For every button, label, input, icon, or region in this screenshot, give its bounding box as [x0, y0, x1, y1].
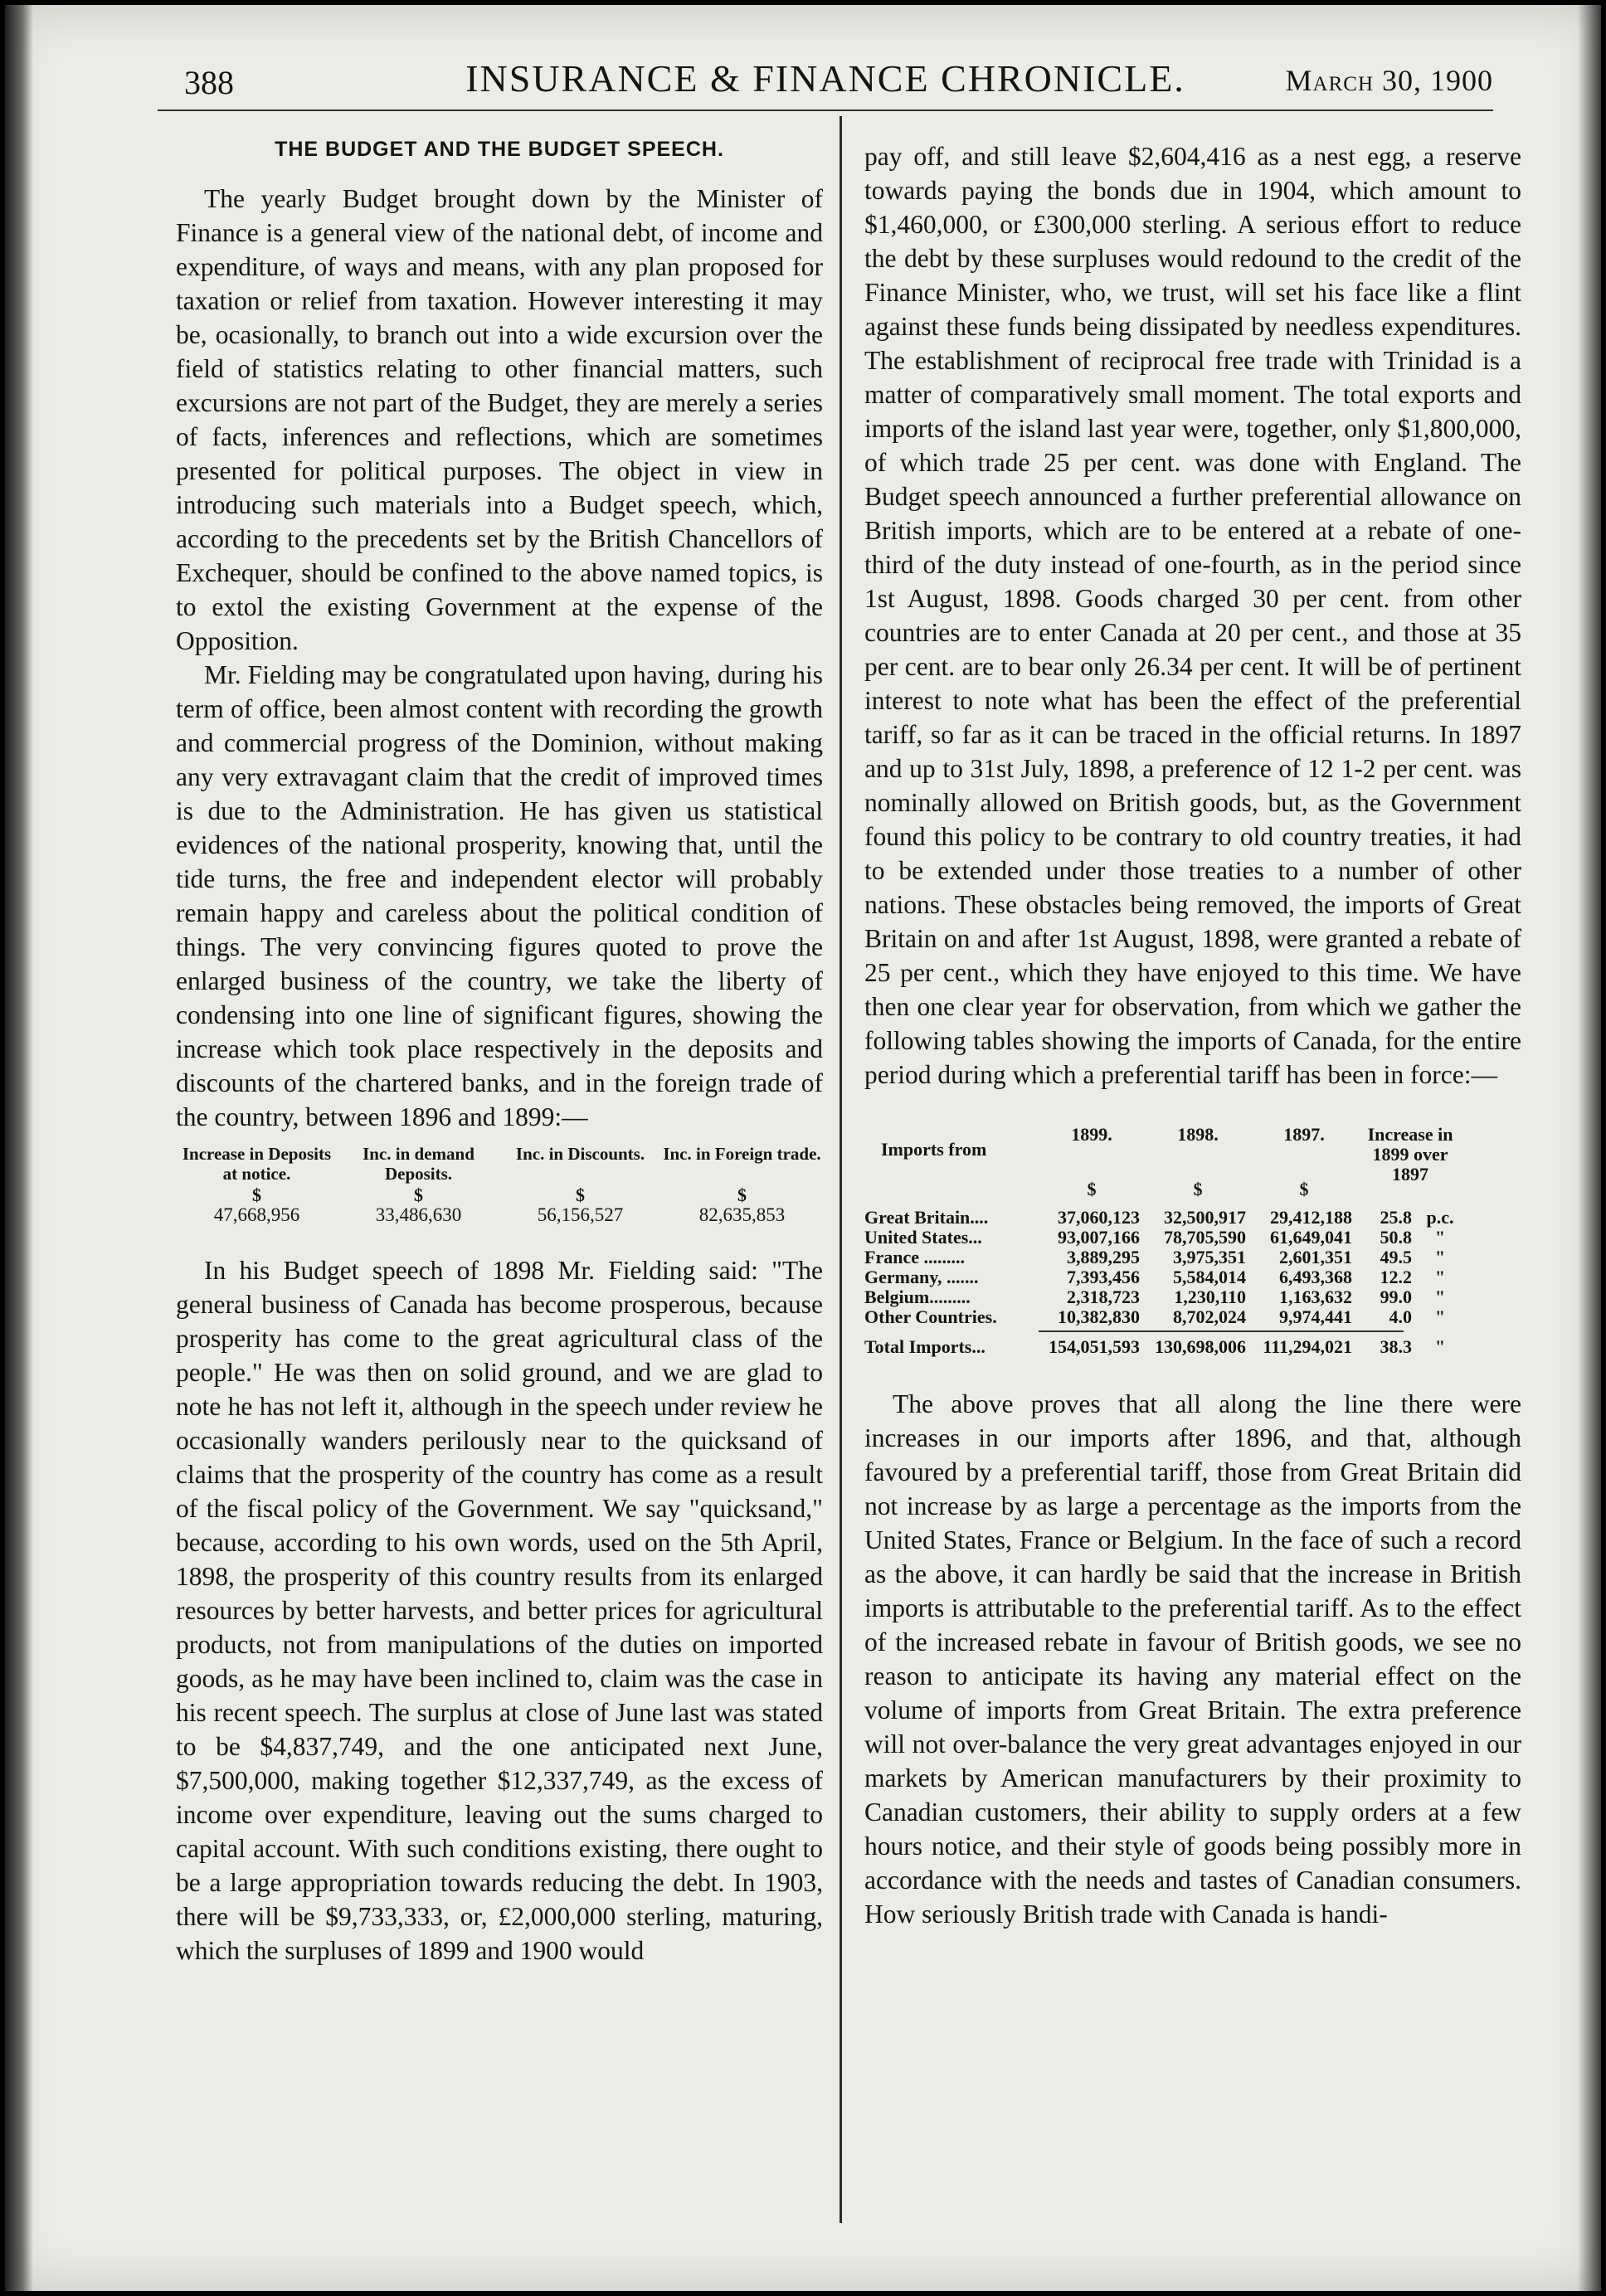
value-1897: 9,974,441: [1279, 1306, 1352, 1327]
table-row: [864, 1267, 1521, 1287]
increase-pct: 25.8: [1380, 1207, 1412, 1228]
increase-value: 33,486,630: [375, 1204, 462, 1225]
increase-pct: 50.8: [1380, 1227, 1412, 1248]
journal-title: INSURANCE & FINANCE CHRONICLE.: [465, 57, 1185, 100]
value-1898: 3,975,351: [1173, 1247, 1246, 1267]
year-header: 1898.: [1177, 1124, 1219, 1145]
paragraph: pay off, and still leave $2,604,416 as a nest egg, a reserve towards paying the bonds due in 1904, which amount to $1,460,000, or £300,000 sterling. A serious effort to reduce the debt by these surpluses would redound to the credit of the Finance Minister, who, we trust, will set his face like a flint against these funds being dissipated by needless expenditures. The establishment of reciprocal free trade with Trinidad is a matter of comparatively small moment. The total exports and imports of the island last year were, together, only $1,800,000, of which trade 25 per cent. was done with England. The Budget speech announced a further preferential allowance on British imports, which are to be entered at a rebate of one-third of the duty instead of one-fourth, as in the period since 1st August, 1898. Goods charged 30 per cent. from other countries are to enter Canada at 20 per cent., and those at 35 per cent. are to bear only 26.34 per cent. It will be of pertinent interest to note what has been the effect of the preferential tariff, so far as it can be traced in the official returns. In 1897 and up to 31st July, 1898, a preference of 12 1-2 per cent. was nominally allowed on British goods, but, as the Government found this policy to be contrary to old country treaties, it had to be extended under those treaties to a number of other nations. These obstacles being removed, the imports of Great Britain on and after 1st August, 1898, were granted a rebate of 25 per cent., which they have enjoyed to this time. We have then one clear year for observation, from which we gather the following tables showing the imports of Canada, for the entire period during which a preferential tariff has been in force:—: [864, 142, 1521, 1089]
increase-value: 47,668,956: [213, 1204, 300, 1225]
increase-table: [176, 1144, 823, 1225]
value-1897: 6,493,368: [1279, 1267, 1352, 1287]
value-1898: 130,698,006: [1155, 1336, 1246, 1357]
value-1899: 7,393,456: [1067, 1267, 1140, 1287]
country: Belgium.........: [864, 1287, 971, 1307]
column-divider: [840, 116, 842, 2223]
increase-unit: ": [1434, 1336, 1446, 1357]
page-number: 388: [184, 64, 234, 101]
value-1898: 8,702,024: [1173, 1306, 1246, 1327]
increase-header: Inc. in Foreign trade.: [663, 1144, 821, 1164]
increase-value: 82,635,853: [698, 1204, 786, 1225]
increase-header: Increase in 1899 over 1897: [1367, 1124, 1453, 1184]
increase-pct: 4.0: [1389, 1306, 1412, 1327]
paragraph: The above proves that all along the line there were increases in our imports after 1896, and that, although favoured by a preferential tariff, those from Great Britain did not increase by as large a percentage as the imports from the United States, France or Belgium. In the face of such a record as the above, it can hardly be said that the increase in British imports is attributable to the preferential tariff. As to the effect of the increased rebate in favour of British goods, we see no reason to anticipate its having any material effect on the volume of imports from Great Britain. The extra preference will not over-balance the very great advantages enjoyed in our markets by American manufacturers by their proximity to Canadian customers, their ability to supply orders at a few hours notice, and their style of goods being possibly more in accordance with the needs and tastes of Canadian consumers. How seriously British trade with Canada is handi-: [864, 1389, 1521, 1929]
value-1898: 78,705,590: [1164, 1227, 1246, 1248]
currency-sign: $: [1087, 1179, 1097, 1199]
table-row: [864, 1287, 1521, 1307]
paragraph: Mr. Fielding may be congratulated upon having, during his term of office, been almost content with recording the growth and commercial progress of the Dominion, without making any very extravagant claim that the credit of improved times is due to the Administration. He has given us statistical evidences of the national prosperity, knowing that, until the tide turns, the free and independent elector will probably remain happy and careless about the political condition of things. The very convincing figures quoted to prove the enlarged business of the country, we take the liberty of condensing into one line of significant figures, showing the increase which took place respectively in the deposits and discounts of the chartered banks, and in the foreign trade of the country, between 1896 and 1899:—: [176, 660, 823, 1131]
increase-pct: 38.3: [1380, 1336, 1412, 1357]
increase-header: Increase in Deposits at notice.: [182, 1144, 332, 1184]
value-1897: 111,294,021: [1263, 1336, 1352, 1357]
value-1897: 1,163,632: [1279, 1287, 1352, 1307]
country: Total Imports...: [864, 1336, 986, 1357]
value-1898: 1,230,110: [1174, 1287, 1246, 1307]
value-1898: 32,500,917: [1164, 1207, 1246, 1228]
imports-table: [864, 1125, 1521, 1357]
value-1899: 2,318,723: [1067, 1287, 1140, 1307]
issue-date: March 30, 1900: [1285, 64, 1493, 97]
increase-unit: ": [1434, 1267, 1446, 1287]
paragraph: The yearly Budget brought down by the Minister of Finance is a general view of the national debt, of income and expenditure, of ways and means, with any plan proposed for taxation or relief from taxation. However interesting it may be, ocasionally, to branch out into a wide excursion over the field of statistics relating to other financial matters, such excursions are not part of the Budget, they are merely a series of facts, inferences and reflections, which are sometimes presented for political purposes. The object in view in introducing such materials into a Budget speech, which, according to the precedents set by the British Chancellors of Exchequer, should be confined to the above named topics, is to extol the existing Government at the expense of the Opposition.: [176, 184, 823, 655]
value-1898: 5,584,014: [1173, 1267, 1246, 1287]
table-row: [864, 1228, 1521, 1248]
imports-label-header: Imports from: [881, 1139, 987, 1160]
total-row: [864, 1337, 1521, 1357]
increase-unit: $: [737, 1184, 747, 1205]
increase-unit: ": [1434, 1227, 1446, 1248]
increase-pct: 49.5: [1380, 1247, 1412, 1267]
total-rule: [1039, 1330, 1404, 1332]
increase-pct: 99.0: [1380, 1287, 1412, 1307]
country: France .........: [864, 1247, 965, 1267]
increase-header: Inc. in demand Deposits.: [363, 1144, 474, 1184]
increase-unit: ": [1434, 1247, 1446, 1267]
value-1899: 37,060,123: [1058, 1207, 1140, 1228]
value-1899: 154,051,593: [1049, 1336, 1140, 1357]
increase-unit: ": [1434, 1306, 1446, 1327]
country: Other Countries.: [864, 1306, 997, 1327]
year-header: 1899.: [1071, 1124, 1112, 1145]
value-1897: 61,649,041: [1270, 1227, 1352, 1248]
running-header: [158, 56, 1493, 106]
country: Great Britain....: [864, 1207, 989, 1228]
value-1897: 29,412,188: [1270, 1207, 1352, 1228]
table-row: [864, 1307, 1521, 1327]
increase-unit: ": [1434, 1287, 1446, 1307]
header-rule: [158, 109, 1493, 111]
value-1897: 2,601,351: [1279, 1247, 1352, 1267]
right-column: [864, 139, 1521, 1931]
table-row: [864, 1208, 1521, 1228]
imports-header-row: [864, 1124, 1521, 1184]
year-header: 1897.: [1283, 1124, 1325, 1145]
increase-unit: $: [414, 1184, 423, 1205]
increase-unit: $: [576, 1184, 585, 1205]
increase-unit: p.c.: [1426, 1207, 1454, 1228]
country: Germany, .......: [864, 1267, 979, 1287]
paragraph: In his Budget speech of 1898 Mr. Fielding said: "The general business of Canada has become prosperous, because prosperity has come to the great agricultural class of the people." He was then on solid ground, and we are glad to note he has not left it, although in the speech under review he occasionally wanders perilously near to the quicksand of claims that the prosperity of the country has come as a result of the fiscal policy of the Government. We say "quicksand," because, according to his own words, used on the 5th April, 1898, the prosperity of this country results from its enlarged resources by better harvests, and better prices for agricultural products, not from manipulations of the duties on imported goods, as he may have been inclined to, claim was the case in his recent speech. The surplus at close of June last was stated to be $4,837,749, and the one anticipated next June, $7,500,000, making together $12,337,749, as the excess of income over expenditure, leaving out the sums charged to capital account. With such conditions existing, there ought to be a large appropriation towards reducing the debt. In 1903, there will be $9,733,333, or, £2,000,000 sterling, maturing, which the surpluses of 1899 and 1900 would: [176, 1256, 823, 1965]
value-1899: 3,889,295: [1067, 1247, 1140, 1267]
increase-value: 56,156,527: [537, 1204, 624, 1225]
increase-pct: 12.2: [1380, 1267, 1412, 1287]
currency-row: [864, 1180, 1521, 1199]
value-1899: 10,382,830: [1058, 1306, 1140, 1327]
left-column: [176, 133, 823, 1968]
table-row: [864, 1248, 1521, 1267]
currency-sign: $: [1299, 1179, 1309, 1199]
article-title: THE BUDGET AND THE BUDGET SPEECH.: [275, 138, 724, 161]
increase-header: Inc. in Discounts.: [515, 1144, 645, 1164]
currency-sign: $: [1193, 1179, 1203, 1199]
value-1899: 93,007,166: [1058, 1227, 1140, 1248]
country: United States...: [864, 1227, 982, 1248]
increase-unit: $: [252, 1184, 261, 1205]
